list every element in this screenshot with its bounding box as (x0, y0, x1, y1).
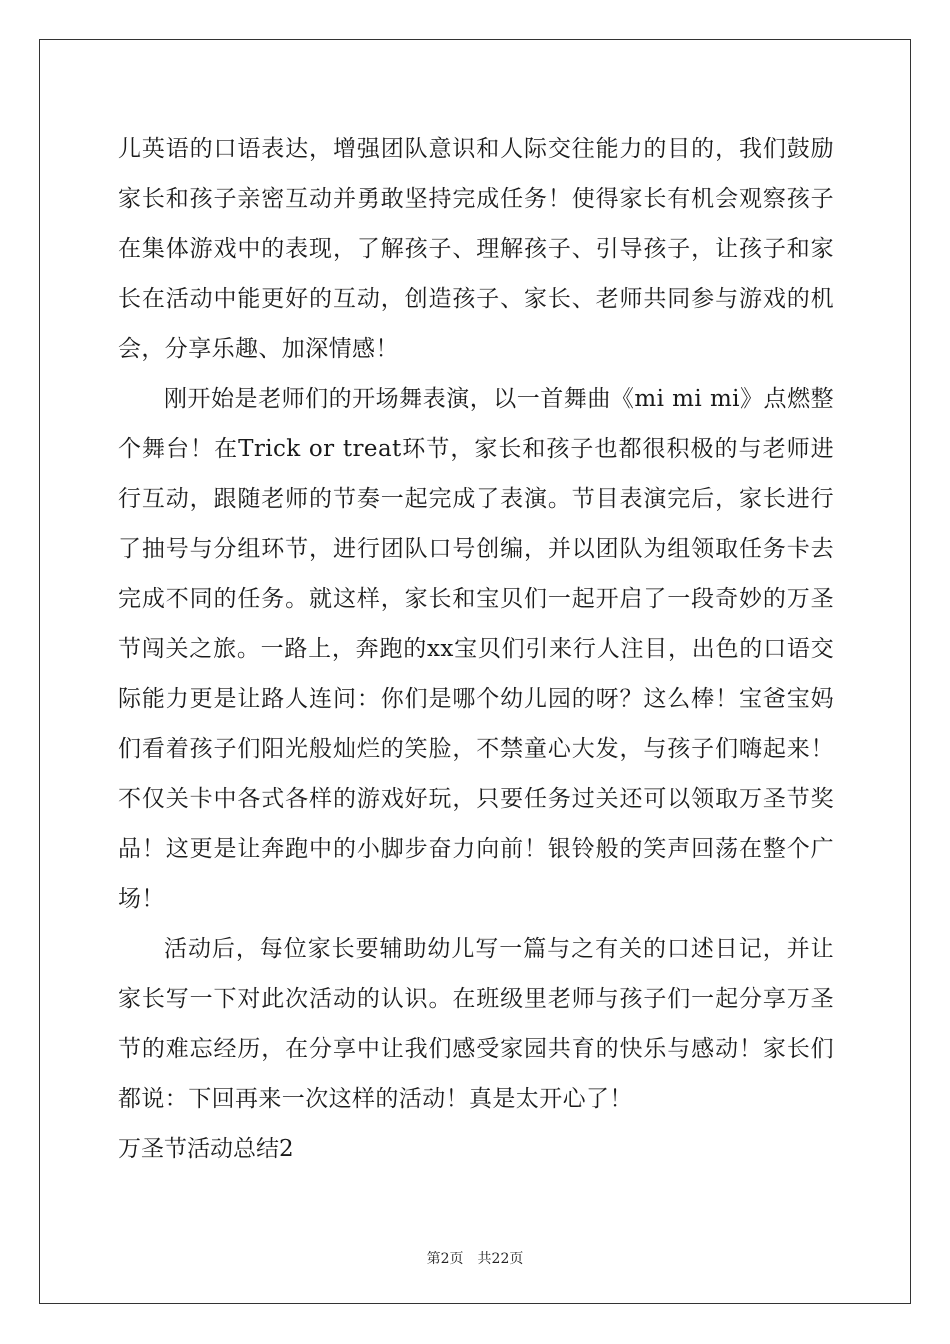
page-number: 第2页 (426, 1251, 464, 1267)
page-footer (0, 1248, 950, 1268)
paragraph-3: 活动后，每位家长要辅助幼儿写一篇与之有关的口述日记，并让家长写一下对此次活动的认识。在班级里老师与孩子们一起分享万圣节的难忘经历，在分享中让我们感受家园共育的快乐与感动！家长们都说：下回再来一次这样的活动！真是太开心了！ (118, 936, 834, 1112)
paragraph-2: 刚开始是老师们的开场舞表演，以一首舞曲《mi mi mi》点燃整个舞台！在Trick or treat环节，家长和孩子也都很积极的与老师进行互动，跟随老师的节奏一起完成了表演。节目表演完后，家长进行了抽号与分组环节，进行团队口号创编，并以团队为组领取任务卡去完成不同的任务。就这样，家长和宝贝们一起开启了一段奇妙的万圣节闯关之旅。一路上，奔跑的xx宝贝们引来行人注目，出色的口语交际能力更是让路人连问：你们是哪个幼儿园的呀？这么棒！宝爸宝妈们看着孩子们阳光般灿烂的笑脸，不禁童心大发，与孩子们嗨起来！不仅关卡中各式各样的游戏好玩，只要任务过关还可以领取万圣节奖品！这更是让奔跑中的小脚步奋力向前！银铃般的笑声回荡在整个广场！ (118, 386, 834, 912)
page-total: 共22页 (477, 1251, 524, 1267)
document-body (118, 124, 834, 1174)
paragraph-1: 儿英语的口语表达，增强团队意识和人际交往能力的目的，我们鼓励家长和孩子亲密互动并勇敢坚持完成任务！使得家长有机会观察孩子在集体游戏中的表现，了解孩子、理解孩子、引导孩子，让孩子和家长在活动中能更好的互动，创造孩子、家长、老师共同参与游戏的机会，分享乐趣、加深情感！ (118, 136, 834, 362)
section-heading: 万圣节活动总结2 (118, 1136, 294, 1162)
